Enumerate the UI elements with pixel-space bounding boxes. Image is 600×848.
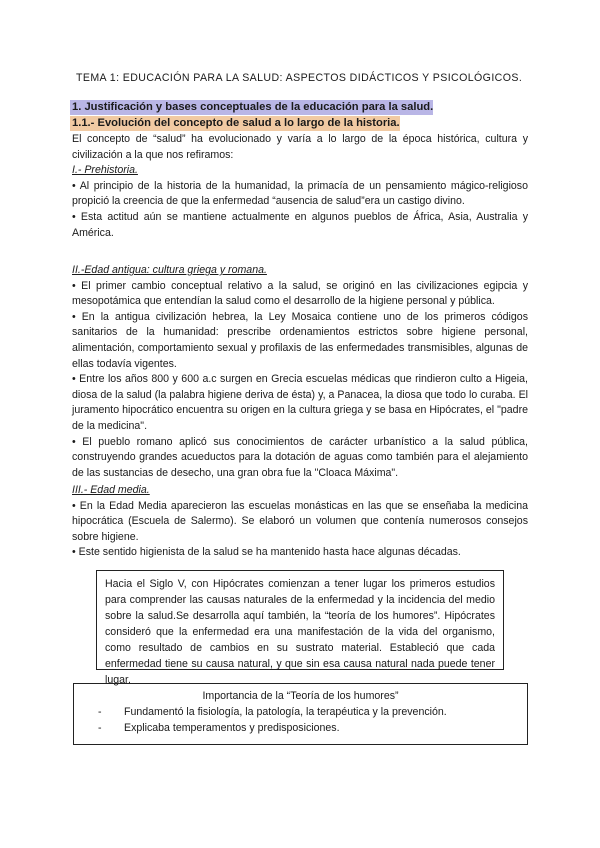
dash-bullet: - xyxy=(98,722,102,734)
bullet-paragraph: • Esta actitud aún se mantiene actualmente en algunos pueblos de África, Asia, Australia y América. xyxy=(72,210,528,239)
bullet-paragraph: • Al principio de la historia de la humanidad, la primacía de un pensamiento mágico-religioso propició la creencia de que la enfermedad “ausencia de salud”era un castigo divino. xyxy=(72,179,528,208)
list-item-text: Fundamentó la fisiología, la patología, la terapéutica y la prevención. xyxy=(124,706,447,718)
dash-bullet: - xyxy=(98,706,102,718)
intro-and-prehistory xyxy=(72,130,528,241)
bullet-paragraph: • En la antigua civilización hebrea, la Ley Mosaica contiene uno de los primeros códigos sanitarios de la humanidad: prescribe ordenamientos estrictos sobre higiene personal, alimentación, comportamiento sexual y profilaxis de las enfermedades transmisibles, algunas de ellas todavía vigentes. xyxy=(72,310,528,370)
bullet-paragraph: • Este sentido higienista de la salud se ha mantenido hasta hace algunas décadas. xyxy=(72,546,461,559)
teoria-humores-title: Importancia de la “Teoría de los humores” xyxy=(202,690,399,702)
teoria-humores-box xyxy=(73,683,528,745)
list-item xyxy=(84,704,517,720)
list-item xyxy=(84,720,517,736)
bullet-paragraph: • El primer cambio conceptual relativo a la salud, se originó en las civilizaciones egipcia y mesopotámica que entendían la salud como el desarrollo de la higiene personal y pública. xyxy=(72,279,528,308)
edad-antigua-section xyxy=(72,263,528,481)
teoria-humores-list xyxy=(84,704,517,736)
section-heading-1: 1. Justificación y bases conceptuales de la educación para la salud. xyxy=(72,101,434,113)
section-title-prehistoria: I.- Prehistoria. xyxy=(72,164,138,177)
bullet-paragraph: • Entre los años 800 y 600 a.c surgen en Grecia escuelas médicas que rindieron culto a Higeia, diosa de la salud (la palabra higiene deriva de ésta) y, a Panacea, la diosa que todo lo curaba. El juramento hipocrático encuentra su origen en la cultura griega y se basa en Hipócrates, el "padre de la medicina". xyxy=(72,373,528,432)
edad-media-section xyxy=(72,483,528,561)
intro-paragraph: El concepto de “salud” ha evolucionado y varía a lo largo de la época histórica, cultura y civilización a la que nos refiramos: xyxy=(72,133,528,161)
section-title-edad-media: III.- Edad media. xyxy=(72,484,150,496)
hipocrates-text: Hacia el Siglo V, con Hipócrates comienzan a tener lugar los primeros estudios para comprender las causas naturales de la enfermedad y la incidencia del medio sobre la salud.Se desarrolla aquí también, la “teoría de los humores”. Hipócrates consideró que la enfermedad era una manifestación de la vida del organismo, como resultado de cambios en su sustrato material. Estableció que cada enfermedad tiene su causa natural, y que sin esa causa natural nada puede tener lugar. xyxy=(105,578,495,686)
hipocrates-box xyxy=(96,570,504,686)
list-item-text: Explicaba temperamentos y predisposiciones. xyxy=(124,722,340,734)
bullet-paragraph: • El pueblo romano aplicó sus conocimientos de carácter urbanístico a la salud pública, construyendo grandes acueductos para la dotación de aguas como también para el alejamiento de las sustancias de desecho, una gran obra fue la "Cloaca Máxima". xyxy=(72,435,528,479)
subsection-heading-1-1: 1.1.- Evolución del concepto de salud a lo largo de la historia. xyxy=(72,117,400,129)
bullet-paragraph: • En la Edad Media aparecieron las escuelas monásticas en las que se enseñaba la medicina hipocrática (Escuela de Salermo). Se elaboró un volumen que contenía numerosos consejos sobre higiene. xyxy=(72,499,528,543)
section-title-edad-antigua: II.-Edad antigua: cultura griega y romana. xyxy=(72,264,267,276)
document-title: TEMA 1: EDUCACIÓN PARA LA SALUD: ASPECTOS DIDÁCTICOS Y PSICOLÓGICOS. xyxy=(76,72,523,84)
